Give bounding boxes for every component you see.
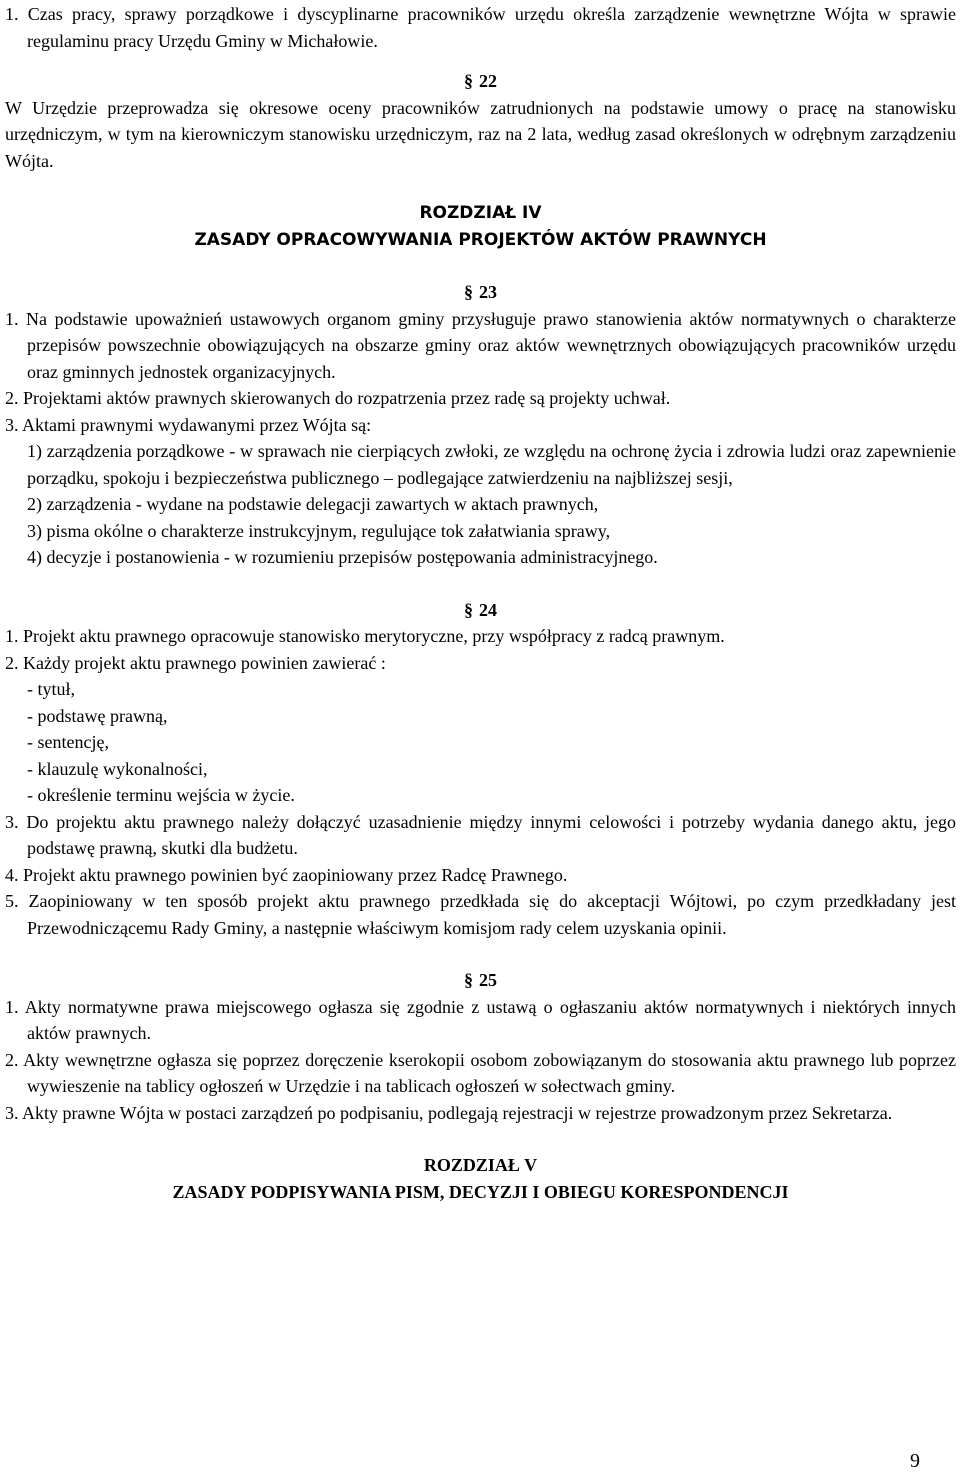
section-mark: § [464, 599, 473, 620]
list-item: - określenie terminu wejścia w życie. [27, 785, 295, 805]
paragraph: 2. Akty wewnętrzne ogłasza się poprzez doręczenie kserokopii osobom zobowiązanym do stosowania aktu prawnego lub poprzez wywieszenie na tablicy ogłoszeń w Urzędzie i na tablicach ogłoszeń w sołectwach gminy. [5, 1049, 956, 1096]
chapter-label: ROZDZIAŁ V [423, 1155, 538, 1175]
section-heading-24 [5, 597, 956, 624]
section-number: 22 [479, 71, 497, 91]
section-mark: § [464, 970, 473, 990]
list-item: - tytuł, [27, 679, 75, 699]
list-item: 3) pisma okólne o charakterze instrukcyjnym, regulujące tok załatwiania sprawy, [27, 520, 611, 541]
section-number: 25 [479, 970, 497, 990]
section-heading-25 [5, 967, 956, 994]
paragraph: 5. Zaopiniowany w ten sposób projekt aktu prawnego przedkłada się do akceptacji Wójtowi, po czym przedkładany jest Przewodniczącemu Rady Gminy, a następnie właściwym komisjom rady celem uzyskania opinii. [5, 891, 956, 938]
paragraph: 1. Na podstawie upoważnień ustawowych organom gminy przysługuje prawo stanowienia aktów normatywnych o charakterze przepisów powszechnie obowiązujących na obszarze gminy oraz aktów wewnętrznych obowiązujących pracowników urzędu oraz gminnych jednostek organizacyjnych. [5, 308, 956, 382]
paragraph: W Urzędzie przeprowadza się okresowe oceny pracowników zatrudnionych na podstawie umowy o pracę na stanowisku urzędniczym, w tym na kierowniczym stanowisku urzędniczym, raz na 2 lata, według zasad określonych w odrębnym zarządzeniu Wójta. [5, 97, 956, 171]
paragraph: 3. Aktami prawnymi wydawanymi przez Wójta są: [5, 414, 372, 435]
paragraph: 1. Akty normatywne prawa miejscowego ogłasza się zgodnie z ustawą o ogłaszaniu aktów normatywnych i niektórych innych aktów prawnych. [5, 996, 956, 1043]
paragraph: 3. Akty prawne Wójta w postaci zarządzeń po podpisaniu, podlegają rejestracji w rejestrze prowadzonym przez Sekretarza. [5, 1102, 893, 1123]
paragraph: 3. Do projektu aktu prawnego należy dołączyć uzasadnienie między innymi celowości i potrzeby wydania danego aktu, jego podstawę prawną, skutki dla budżetu. [5, 811, 956, 858]
paragraph: 4. Projekt aktu prawnego powinien być zaopiniowany przez Radcę Prawnego. [5, 864, 568, 885]
list-item: 1) zarządzenia porządkowe - w sprawach nie cierpiących zwłoki, ze względu na ochronę życia i zdrowia ludzi oraz zapewnienie porządku, spokoju i bezpieczeństwa publicznego – podlegające zatwierdzeniu na najbliższej sesji, [27, 441, 956, 488]
list-item: - klauzulę wykonalności, [27, 758, 208, 779]
list-item: 4) decyzje i postanowienia - w rozumieniu przepisów postępowania administracyjnego. [27, 547, 658, 567]
section-heading-23 [5, 279, 956, 306]
list-item: 2) zarządzenia - wydane na podstawie delegacji zawartych w aktach prawnych, [27, 494, 599, 514]
section-heading-22 [5, 68, 956, 95]
section-number: 24 [479, 599, 497, 620]
section-number: 23 [479, 282, 497, 302]
chapter-title: ZASADY PODPISYWANIA PISM, DECYZJI I OBIEGU KORESPONDENCJI [172, 1181, 789, 1202]
page-number: 9 [910, 1450, 920, 1472]
paragraph: 2. Projektami aktów prawnych skierowanych do rozpatrzenia przez radę są projekty uchwał. [5, 388, 671, 408]
paragraph: 1. Czas pracy, sprawy porządkowe i dyscyplinarne pracowników urzędu określa zarządzenie wewnętrzne Wójta w sprawie regulaminu pracy Urzędu Gminy w Michałowie. [5, 4, 956, 51]
paragraph: 1. Projekt aktu prawnego opracowuje stanowisko merytoryczne, przy współpracy z radcą prawnym. [5, 626, 725, 646]
chapter-title: ZASADY OPRACOWYWANIA PROJEKTÓW AKTÓW PRAWNYCH [194, 229, 767, 250]
paragraph: 2. Każdy projekt aktu prawnego powinien zawierać : [5, 652, 386, 673]
section-mark: § [464, 282, 473, 302]
list-item: - sentencję, [27, 732, 109, 752]
list-item: - podstawę prawną, [27, 705, 168, 726]
chapter-label: ROZDZIAŁ IV [419, 203, 542, 223]
section-mark: § [464, 71, 473, 91]
